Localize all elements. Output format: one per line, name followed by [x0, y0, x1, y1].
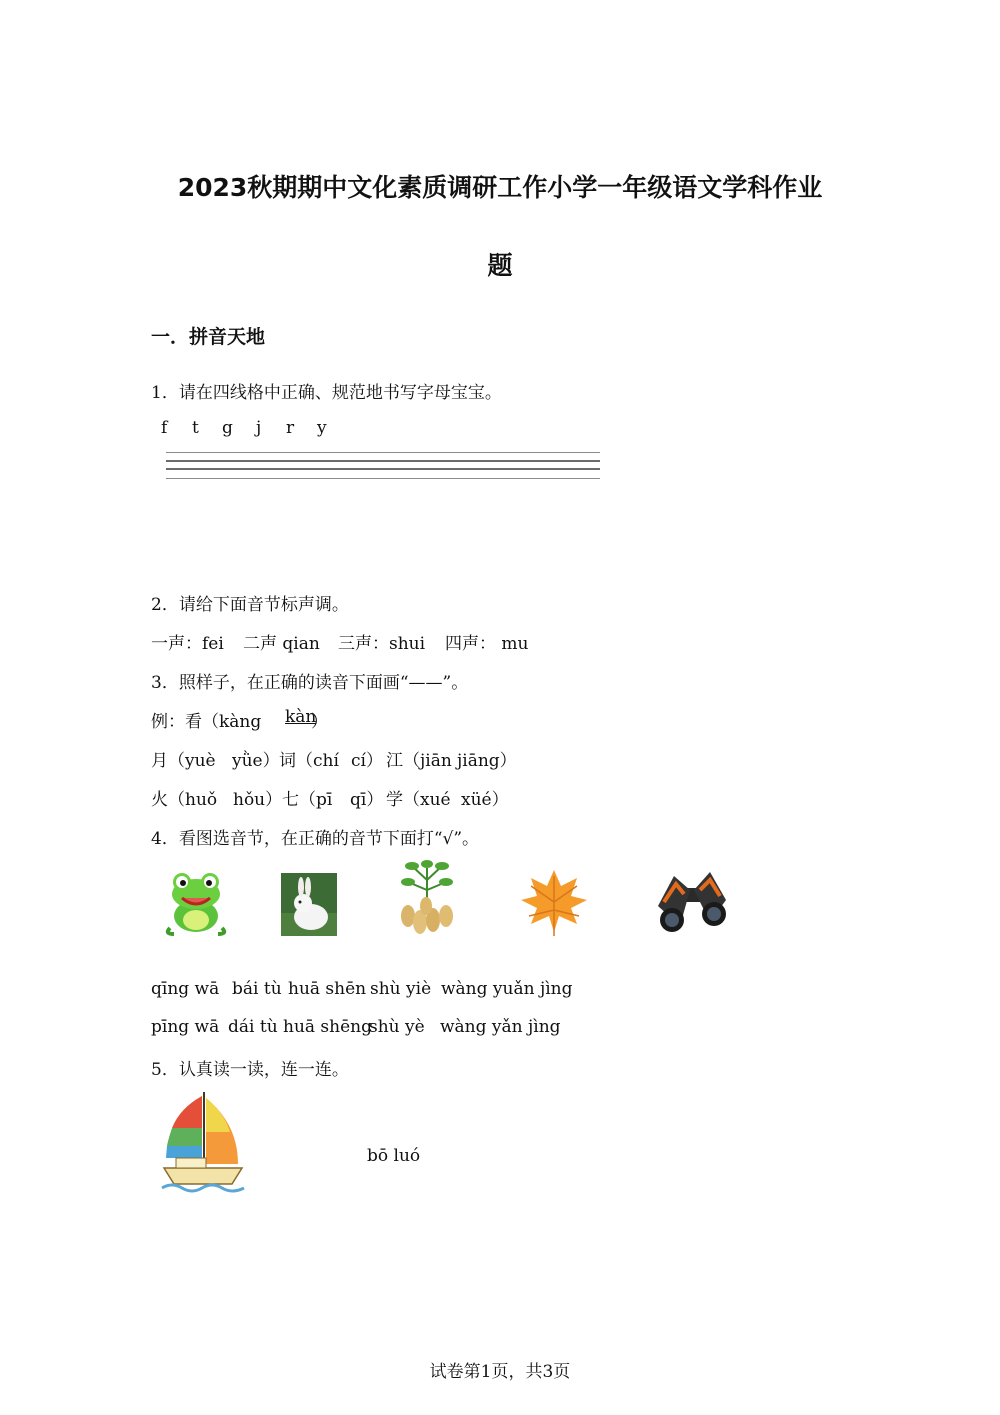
reading-option[interactable]: cí）: [351, 751, 383, 771]
example-row: [0, 707, 1000, 731]
peanut-picture: [394, 858, 460, 938]
question-4-prompt: 4．看图选音节，在正确的音节下面打“√”。: [151, 829, 480, 849]
letter-row: [0, 418, 1000, 442]
reading-option[interactable]: jiāng）: [457, 751, 517, 771]
reading-option[interactable]: 月（yuè: [151, 751, 216, 771]
pinyin-label[interactable]: bō luó: [367, 1146, 421, 1166]
reading-option[interactable]: xüé）: [461, 790, 509, 810]
reading-option[interactable]: qī）: [350, 790, 384, 810]
leaf-picture: [517, 866, 591, 938]
example-answer: kàn: [285, 707, 317, 727]
grid-line: [166, 468, 600, 470]
question-5-prompt: 5．认真读一读，连一连。: [151, 1060, 349, 1080]
binoculars-picture: [654, 866, 730, 936]
syllable-option[interactable]: wàng yuǎn jìng: [441, 979, 573, 999]
frog-picture: [160, 870, 232, 938]
example-label: 例：看（kàng: [151, 712, 262, 732]
tone-item: 三声：shui: [338, 634, 426, 654]
reading-row-1: [0, 746, 1000, 770]
letter: j: [256, 418, 262, 438]
syllable-option[interactable]: shù yiè: [370, 979, 432, 999]
syllable-option[interactable]: dái tù: [228, 1017, 278, 1037]
question-2-prompt: 2．请给下面音节标声调。: [151, 595, 349, 615]
reading-option[interactable]: 江（jiān: [386, 751, 452, 771]
letter: y: [317, 418, 327, 438]
tone-row: [0, 629, 1000, 653]
reading-option[interactable]: 学（xué: [386, 790, 451, 810]
reading-option[interactable]: 七（pī: [282, 790, 333, 810]
reading-option[interactable]: 火（huǒ: [151, 790, 218, 810]
syllable-option[interactable]: qīng wā: [151, 979, 220, 999]
tone-item: 四声： mu: [445, 634, 529, 654]
syllable-option[interactable]: pīng wā: [151, 1017, 220, 1037]
grid-line: [166, 460, 600, 462]
question-3-prompt: 3．照样子，在正确的读音下面画“——”。: [151, 673, 469, 693]
syllable-option[interactable]: bái tù: [232, 979, 282, 999]
syllable-option[interactable]: huā shēn: [288, 979, 367, 999]
reading-row-2: [0, 785, 1000, 809]
letter: g: [222, 418, 233, 438]
question-1-prompt: 1．请在四线格中正确、规范地书写字母宝宝。: [151, 383, 502, 403]
tone-item: 二声 qian: [243, 634, 320, 654]
tone-item: 一声：fei: [151, 634, 224, 654]
syllable-option[interactable]: wàng yǎn jìng: [440, 1017, 561, 1037]
syllable-option[interactable]: shù yè: [369, 1017, 425, 1037]
syllable-option[interactable]: huā shēng: [283, 1017, 373, 1037]
page-title: 2023秋期期中文化素质调研工作小学一年级语文学科作业: [177, 173, 823, 202]
grid-line: [166, 452, 600, 453]
letter: f: [161, 418, 168, 438]
example-close: ）: [311, 712, 328, 732]
rabbit-picture: [281, 873, 337, 936]
page-title-continued: 题: [487, 251, 513, 280]
page-footer: 试卷第1页，共3页: [429, 1362, 571, 1382]
syllable-row-1: [0, 979, 1000, 1003]
letter: r: [286, 418, 295, 438]
sailboat-picture: [160, 1088, 246, 1194]
reading-option[interactable]: 词（chí: [279, 751, 339, 771]
reading-option[interactable]: hǒu）: [233, 790, 283, 810]
letter: t: [192, 418, 199, 438]
section-heading: 一．拼音天地: [151, 326, 266, 348]
grid-line: [166, 478, 600, 479]
syllable-row-2: [0, 1017, 1000, 1041]
reading-option[interactable]: yǜe）: [232, 751, 280, 771]
